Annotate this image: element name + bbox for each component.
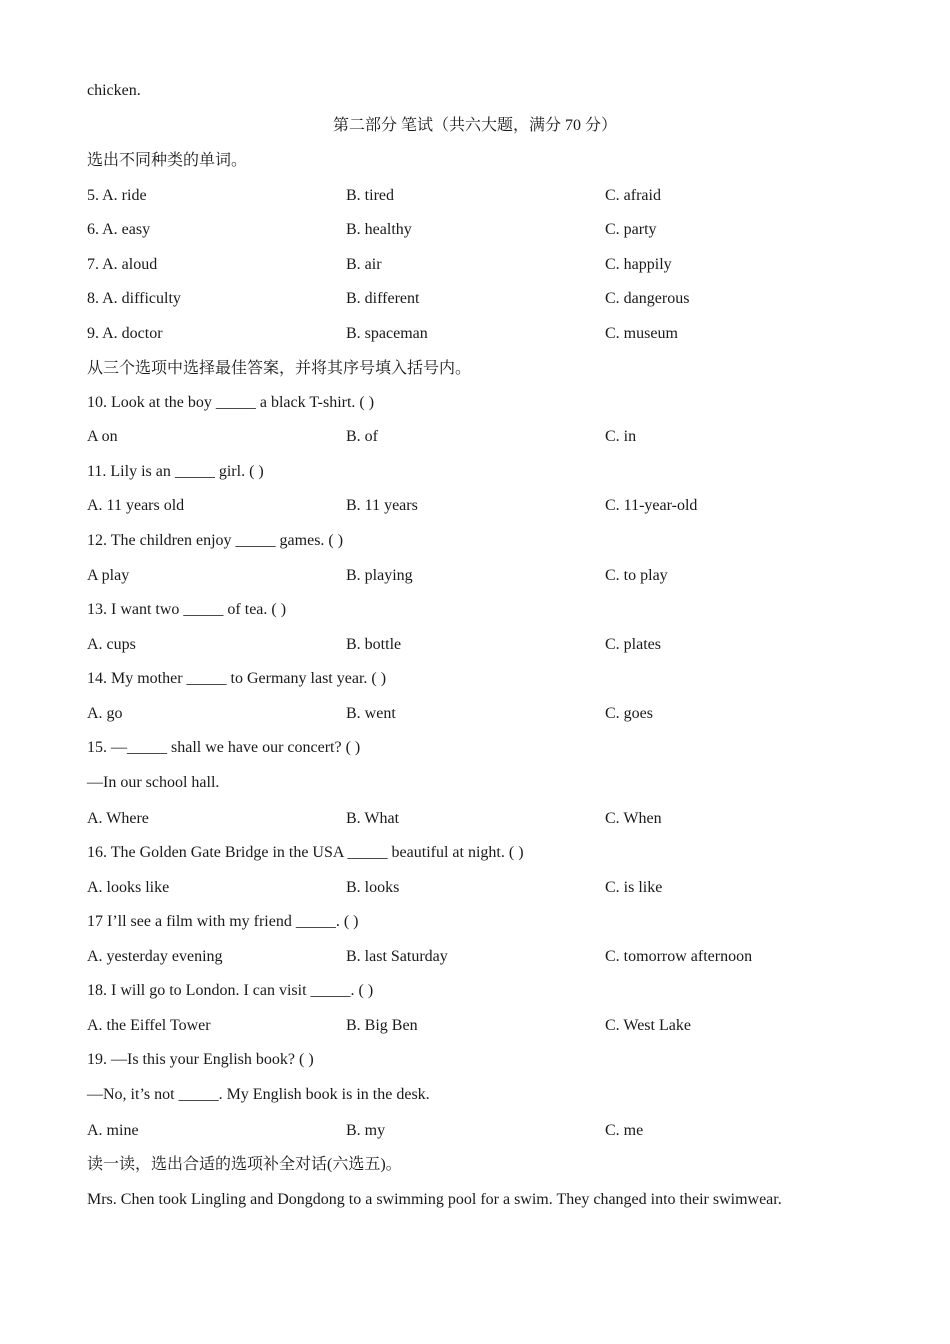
option-c: C. afraid	[605, 187, 661, 204]
option-a: 6. A. easy	[87, 221, 151, 238]
question-17: 17 I’ll see a film with my friend _____. ( )	[87, 913, 359, 930]
q15-option-a: A. Where	[87, 810, 149, 827]
q19-option-b: B. my	[346, 1122, 386, 1139]
q10-option-c: C. in	[605, 428, 637, 445]
option-c: C. party	[605, 221, 657, 238]
question-18: 18. I will go to London. I can visit _____. ( )	[87, 982, 374, 999]
q15-option-c: C. When	[605, 810, 662, 827]
q17-option-a: A. yesterday evening	[87, 948, 223, 965]
part3-instruction: 读一读，选出合适的选项补全对话(六选五)。	[87, 1156, 402, 1173]
question-12: 12. The children enjoy _____ games. ( )	[87, 532, 344, 549]
q11-option-c: C. 11-year-old	[605, 497, 698, 514]
question-16: 16. The Golden Gate Bridge in the USA _____ beautiful at night. ( )	[87, 844, 524, 861]
q19-option-c: C. me	[605, 1122, 644, 1139]
part3-passage: Mrs. Chen took Lingling and Dongdong to a swimming pool for a swim. They changed into their swimwear.	[87, 1191, 782, 1208]
question-14: 14. My mother _____ to Germany last year. ( )	[87, 670, 387, 687]
top-text: chicken.	[87, 82, 141, 99]
q14-option-a: A. go	[87, 705, 123, 722]
q11-option-a: A. 11 years old	[87, 497, 185, 514]
q11-option-b: B. 11 years	[346, 497, 418, 514]
q13-option-b: B. bottle	[346, 636, 402, 653]
option-a: 9. A. doctor	[87, 325, 163, 342]
option-a: 8. A. difficulty	[87, 290, 181, 307]
option-b: B. tired	[346, 187, 394, 204]
q12-option-a: A play	[87, 567, 130, 584]
q13-option-c: C. plates	[605, 636, 661, 653]
q18-option-c: C. West Lake	[605, 1017, 691, 1034]
q12-option-c: C. to play	[605, 567, 668, 584]
q15-answer-line: —In our school hall.	[87, 774, 220, 791]
option-b: B. spaceman	[346, 325, 428, 342]
section-title: 第二部分 笔试（共六大题，满分 70 分）	[332, 117, 617, 134]
option-c: C. museum	[605, 325, 678, 342]
q10-option-a: A on	[87, 428, 118, 445]
q13-option-a: A. cups	[87, 636, 136, 653]
question-10: 10. Look at the boy _____ a black T-shirt. ( )	[87, 394, 375, 411]
q16-option-a: A. looks like	[87, 879, 170, 896]
q16-option-c: C. is like	[605, 879, 663, 896]
option-c: C. happily	[605, 256, 672, 273]
option-b: B. air	[346, 256, 382, 273]
q18-option-a: A. the Eiffel Tower	[87, 1017, 211, 1034]
part1-instruction: 选出不同种类的单词。	[87, 152, 248, 169]
question-13: 13. I want two _____ of tea. ( )	[87, 601, 287, 618]
option-c: C. dangerous	[605, 290, 690, 307]
q16-option-b: B. looks	[346, 879, 400, 896]
q19-answer-line: —No, it’s not _____. My English book is in the desk.	[87, 1086, 430, 1103]
q14-option-b: B. went	[346, 705, 396, 722]
q12-option-b: B. playing	[346, 567, 413, 584]
q19-option-a: A. mine	[87, 1122, 139, 1139]
option-a: 7. A. aloud	[87, 256, 158, 273]
part2-instruction: 从三个选项中选择最佳答案，并将其序号填入括号内。	[87, 360, 472, 377]
question-15: 15. —_____ shall we have our concert? ( )	[87, 739, 361, 756]
option-a: 5. A. ride	[87, 187, 147, 204]
q10-option-b: B. of	[346, 428, 378, 445]
q17-option-b: B. last Saturday	[346, 948, 448, 965]
option-b: B. healthy	[346, 221, 412, 238]
q17-option-c: C. tomorrow afternoon	[605, 948, 753, 965]
question-11: 11. Lily is an _____ girl. ( )	[87, 463, 264, 480]
q15-option-b: B. What	[346, 810, 400, 827]
option-b: B. different	[346, 290, 420, 307]
question-19: 19. —Is this your English book? ( )	[87, 1051, 314, 1068]
q14-option-c: C. goes	[605, 705, 653, 722]
q18-option-b: B. Big Ben	[346, 1017, 418, 1034]
